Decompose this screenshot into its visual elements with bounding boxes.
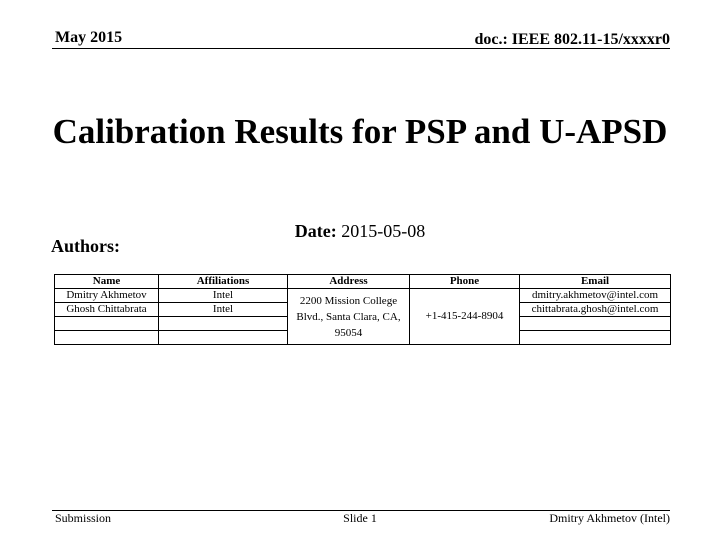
date-value: 2015-05-08 xyxy=(341,221,426,241)
header-email: Email xyxy=(520,275,671,289)
cell-affiliation xyxy=(159,317,288,331)
footer-author: Dmitry Akhmetov (Intel) xyxy=(549,511,670,525)
table-row xyxy=(55,289,671,303)
cell-email xyxy=(520,317,671,331)
cell-name xyxy=(55,331,159,345)
cell-phone: +1-415-244-8904 xyxy=(410,289,520,345)
authors-heading: Authors: xyxy=(51,236,121,256)
header-affiliations: Affiliations xyxy=(159,275,288,289)
header-phone: Phone xyxy=(410,275,520,289)
authors-table xyxy=(54,274,671,345)
header-address: Address xyxy=(288,275,410,289)
header-name: Name xyxy=(55,275,159,289)
cell-address: 2200 Mission College Blvd., Santa Clara, CA, 95054 xyxy=(288,289,410,345)
cell-affiliation: Intel xyxy=(159,303,288,317)
cell-name: Ghosh Chittabrata xyxy=(55,303,159,317)
slide-title: Calibration Results for PSP and U-APSD xyxy=(52,112,668,151)
cell-email xyxy=(520,331,671,345)
table-header-row xyxy=(55,275,671,289)
footer-slide-number: Slide 1 xyxy=(343,511,377,525)
header-doc-id: doc.: IEEE 802.11-15/xxxxr0 xyxy=(474,31,670,48)
cell-name: Dmitry Akhmetov xyxy=(55,289,159,303)
date-label: Date: xyxy=(294,221,337,241)
cell-email: chittabrata.ghosh@intel.com xyxy=(520,303,671,317)
header-divider xyxy=(52,48,670,49)
cell-affiliation xyxy=(159,331,288,345)
header-date: May 2015 xyxy=(55,29,123,46)
footer-submission: Submission xyxy=(55,511,112,525)
cell-name xyxy=(55,317,159,331)
cell-email: dmitry.akhmetov@intel.com xyxy=(520,289,671,303)
cell-affiliation: Intel xyxy=(159,289,288,303)
